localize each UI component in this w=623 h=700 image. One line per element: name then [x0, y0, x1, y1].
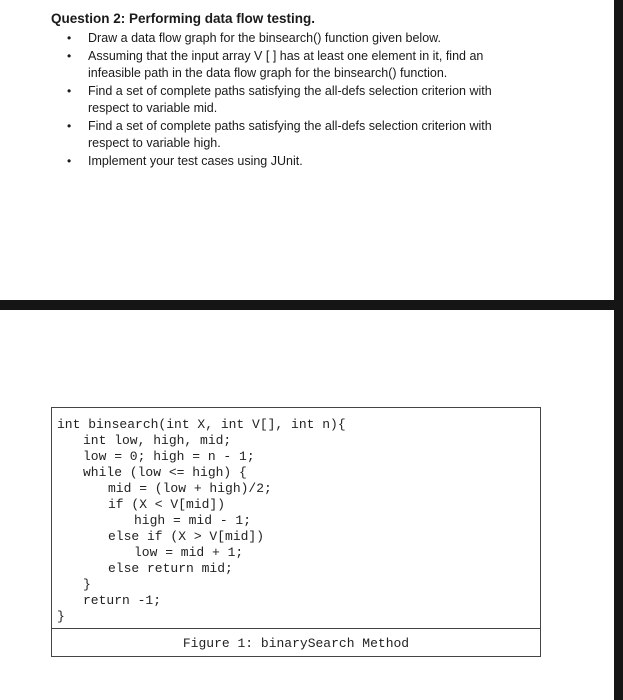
bullet-icon: •	[67, 48, 72, 63]
task-text: Find a set of complete paths satisfying the all-defs selection criterion with respect to variable high.	[88, 118, 492, 150]
page-divider	[0, 300, 623, 310]
code-line: low = mid + 1;	[134, 545, 244, 560]
task-item	[51, 118, 528, 153]
task-text: Find a set of complete paths satisfying the all-defs selection criterion with respect to variable mid.	[88, 83, 492, 115]
task-item	[51, 30, 528, 48]
code-line: else if (X > V[mid])	[108, 529, 265, 544]
code-line: while (low <= high) {	[83, 465, 247, 480]
code-line: }	[83, 577, 91, 592]
bullet-icon: •	[67, 118, 72, 133]
code-figure	[51, 407, 541, 657]
code-line: mid = (low + high)/2;	[108, 481, 272, 496]
task-text: Draw a data flow graph for the binsearch() function given below.	[88, 31, 441, 45]
question-block	[51, 10, 611, 170]
task-list	[51, 30, 611, 170]
bullet-icon: •	[67, 83, 72, 98]
code-line: int low, high, mid;	[83, 433, 232, 448]
code-listing	[52, 408, 540, 629]
code-line: return -1;	[83, 593, 162, 608]
code-line: if (X < V[mid])	[108, 497, 226, 512]
question-title: Question 2: Performing data flow testing.	[51, 11, 316, 26]
task-item	[51, 153, 528, 171]
code-line: high = mid - 1;	[134, 513, 252, 528]
code-line: else return mid;	[108, 561, 233, 576]
task-text: Implement your test cases using JUnit.	[88, 153, 303, 168]
task-text: Assuming that the input array V [ ] has at least one element in it, find an infeasible path in the data flow graph for the binsearch() function.	[88, 48, 484, 80]
code-line: }	[57, 609, 65, 624]
code-line: int binsearch(int X, int V[], int n){	[57, 417, 346, 432]
bullet-icon: •	[67, 31, 72, 45]
figure-caption: Figure 1: binarySearch Method	[182, 636, 410, 651]
code-line: low = 0; high = n - 1;	[83, 449, 255, 464]
page-edge	[614, 0, 623, 700]
task-item	[51, 48, 528, 83]
task-item	[51, 83, 528, 118]
bullet-icon: •	[67, 153, 72, 168]
